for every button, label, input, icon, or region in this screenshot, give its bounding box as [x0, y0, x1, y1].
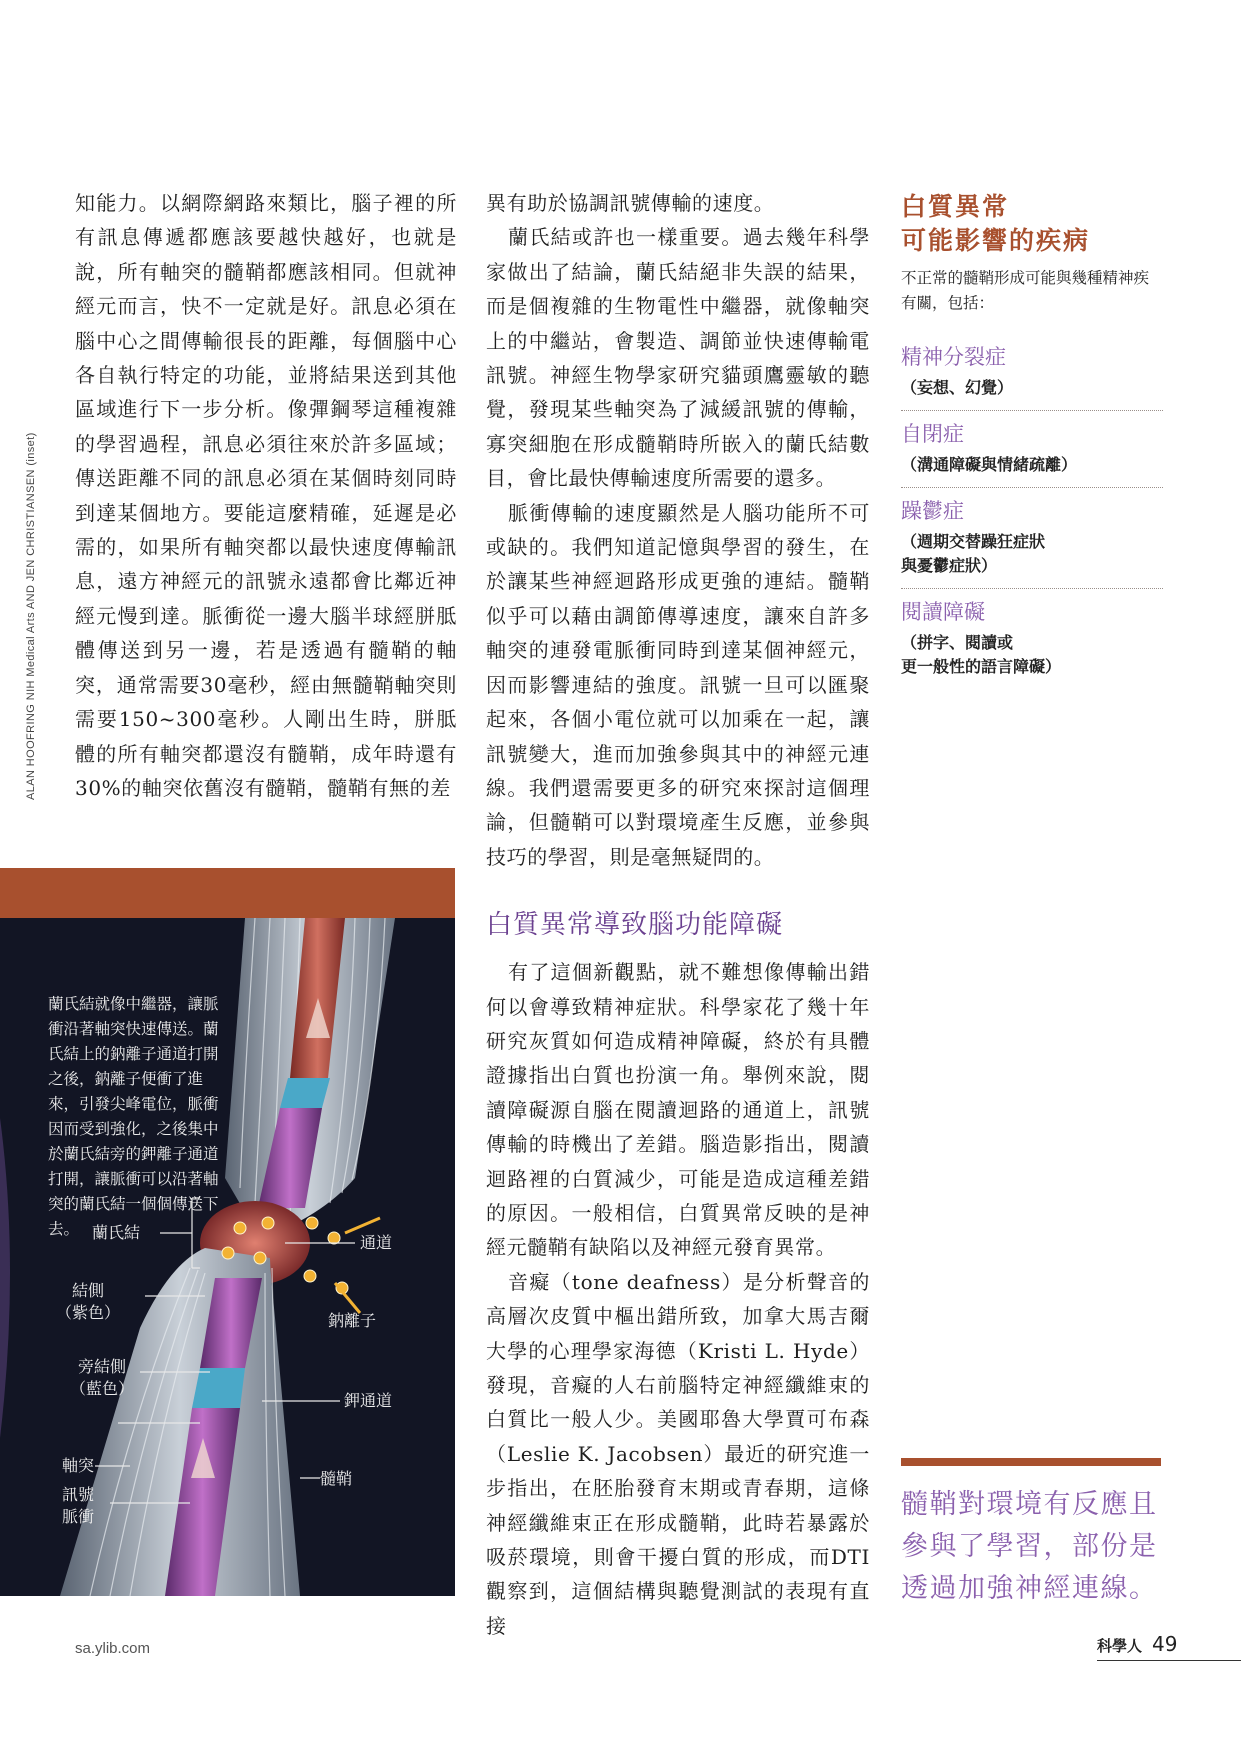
- disease-name: 自閉症: [901, 422, 964, 446]
- footer-rule: [1097, 1660, 1241, 1661]
- label-channel: 通道: [360, 1233, 393, 1252]
- page-number: 49: [1152, 1632, 1178, 1656]
- disease-item: [901, 488, 1163, 589]
- figure-panel: [0, 918, 455, 1596]
- label-juxtaparanode: 旁結側 （藍色）: [70, 1357, 135, 1398]
- disease-name: 閱讀障礙: [901, 600, 985, 624]
- disease-item: [901, 334, 1163, 411]
- background-shade: [0, 1118, 10, 1438]
- disease-name: 躁鬱症: [901, 499, 964, 523]
- label-signal: 訊號 脈衝: [62, 1485, 95, 1526]
- body-paragraph: 脈衝傳輸的速度顯然是人腦功能所不可或缺的。我們知道記憶與學習的發生，在於讓某些神經迴路形成更強的連結。髓鞘似乎可以藉由調節傳導速度，讓來自許多軸突的連發電脈衝同時到達某個神經元，因而影響連結的強度。訊號一旦可以匯聚起來，各個小電位就可以加乘在一起，讓訊號變大，進而加強參與其中的神經元連線。我們還需要更多的研究來探討這個理論，但髓鞘可以對環境產生反應，並參與技巧的學習，則是毫無疑問的。: [486, 500, 870, 869]
- body-paragraph: 蘭氏結或許也一樣重要。過去幾年科學家做出了結論，蘭氏結絕非失誤的結果，而是個複雜的生物電性中繼器，就像軸突上的中繼站，會製造、調節並快速傳輸電訊號。神經生物學家研究貓頭鷹靈敏的聽覺，發現某些軸突為了減緩訊號的傳輸，寡突細胞在形成髓鞘時所嵌入的蘭氏結數目，會比最快傳輸速度所需要的還多。: [486, 225, 870, 491]
- body-paragraph: 知能力。以網際網路來類比，腦子裡的所有訊息傳遞都應該要越快越好，也就是說，所有軸突的髓鞘都應該相同。但就神經元而言，快不一定就是好。訊息必須在腦中心之間傳輸很長的距離，每個腦中心各自執行特定的功能，並將結果送到其他區域進行下一步分析。像彈鋼琴這種複雜的學習過程，訊息必須往來於許多區域；傳送距離不同的訊息必須在某個時刻同時到達某個地方。要能這麼精確，延遲是必需的，如果所有軸突都以最快速度傳輸訊息，遠方神經元的訊號永遠都會比鄰近神經元慢到達。脈衝從一邊大腦半球經胼胝體傳送到另一邊，若是透過有髓鞘的軸突，通常需要30毫秒，經由無髓鞘軸突則需要150~300毫秒。人剛出生時，胼胝體的所有軸突都還沒有髓鞘，成年時還有30%的軸突依舊沒有髓鞘，髓鞘有無的差: [75, 191, 457, 800]
- body-paragraph: 音癡（tone deafness）是分析聲音的高層次皮質中樞出錯所致，加拿大馬吉爾大學的心理學家海德（Kristi L. Hyde）發現，音癡的人右前腦特定神經纖維束的白質比一般人少。美國耶魯大學賈可布森（Leslie K. Jacobsen）最近的研究進一步指出，在胚胎發育末期或青春期，這條神經纖維束正在形成髓鞘，此時若暴露於吸菸環境，則會干擾白質的形成，而DTI觀察到，這個結構與聽覺測試的表現有直接: [486, 1269, 870, 1638]
- label-sodium: 鈉離子: [328, 1311, 377, 1330]
- article-column-2: [486, 186, 870, 1643]
- disease-description: （週期交替躁狂症狀 與憂鬱症狀）: [901, 532, 1046, 575]
- label-node: 蘭氏結: [92, 1223, 141, 1242]
- footer-url: sa.ylib.com: [75, 1640, 151, 1657]
- label-potassium-channel: 鉀通道: [344, 1391, 393, 1410]
- body-paragraph: 異有助於協調訊號傳輸的速度。: [486, 191, 775, 215]
- sidebar-title: 白質異常 可能影響的疾病: [901, 192, 1091, 255]
- node-of-ranvier-figure: [0, 868, 455, 1596]
- label-paranode: 結側 （紫色）: [56, 1281, 121, 1322]
- disease-description: （溝通障礙與情緒疏離）: [901, 455, 1078, 474]
- label-axon: 軸突: [62, 1456, 95, 1475]
- body-paragraph: 有了這個新觀點，就不難想像傳輸出錯何以會導致精神症狀。科學家花了幾十年研究灰質如何造成精神障礙，終於有具體證據指出白質也扮演一角。舉例來說，閱讀障礙源自腦在閱讀迴路的通道上，訊號傳輸的時機出了差錯。腦造影指出，閱讀迴路裡的白質減少，可能是造成這種差錯的原因。一般相信，白質異常反映的是神經元髓鞘有缺陷以及神經元發育異常。: [486, 960, 870, 1260]
- disease-item: [901, 411, 1163, 488]
- magazine-name: 科學人: [1097, 1637, 1143, 1655]
- pull-quote-text: 髓鞘對環境有反應且參與了學習，部份是透過加強神經連線。: [901, 1489, 1158, 1604]
- pull-quote: [901, 1458, 1161, 1610]
- page-footer: [1097, 1632, 1177, 1656]
- pull-quote-bar: [901, 1458, 1161, 1466]
- section-heading: 白質異常導致腦功能障礙: [486, 910, 784, 941]
- label-myelin: 髓鞘: [320, 1469, 353, 1488]
- juxtaparanode-lower: [192, 1368, 245, 1408]
- disease-name: 精神分裂症: [901, 345, 1006, 369]
- juxtaparanode-upper: [280, 1078, 330, 1108]
- disease-description: （妄想、幻覺）: [901, 378, 1014, 397]
- disease-description: （拼字、閱讀或 更一般性的語言障礙）: [901, 633, 1062, 676]
- figure-caption: 蘭氏結就像中繼器，讓脈衝沿著軸突快速傳送。蘭氏結上的鈉離子通道打開之後，鈉離子便衝了進來，引發尖峰電位，脈衝因而受到強化，之後集中於蘭氏結旁的鉀離子通道打開，讓脈衝可以沿著軸突的蘭氏結一個個傳送下去。: [48, 995, 219, 1238]
- figure-header-bar: [0, 868, 455, 918]
- sidebar-intro: 不正常的髓鞘形成可能與幾種精神疾有關，包括：: [901, 269, 1150, 312]
- photo-credit: ALAN HOOFRING NIH Medical Arts AND JEN CHRISTIANSEN (inset): [25, 432, 37, 800]
- article-column-1: [75, 186, 457, 805]
- sidebar-box: [901, 190, 1163, 689]
- disease-item: [901, 589, 1163, 689]
